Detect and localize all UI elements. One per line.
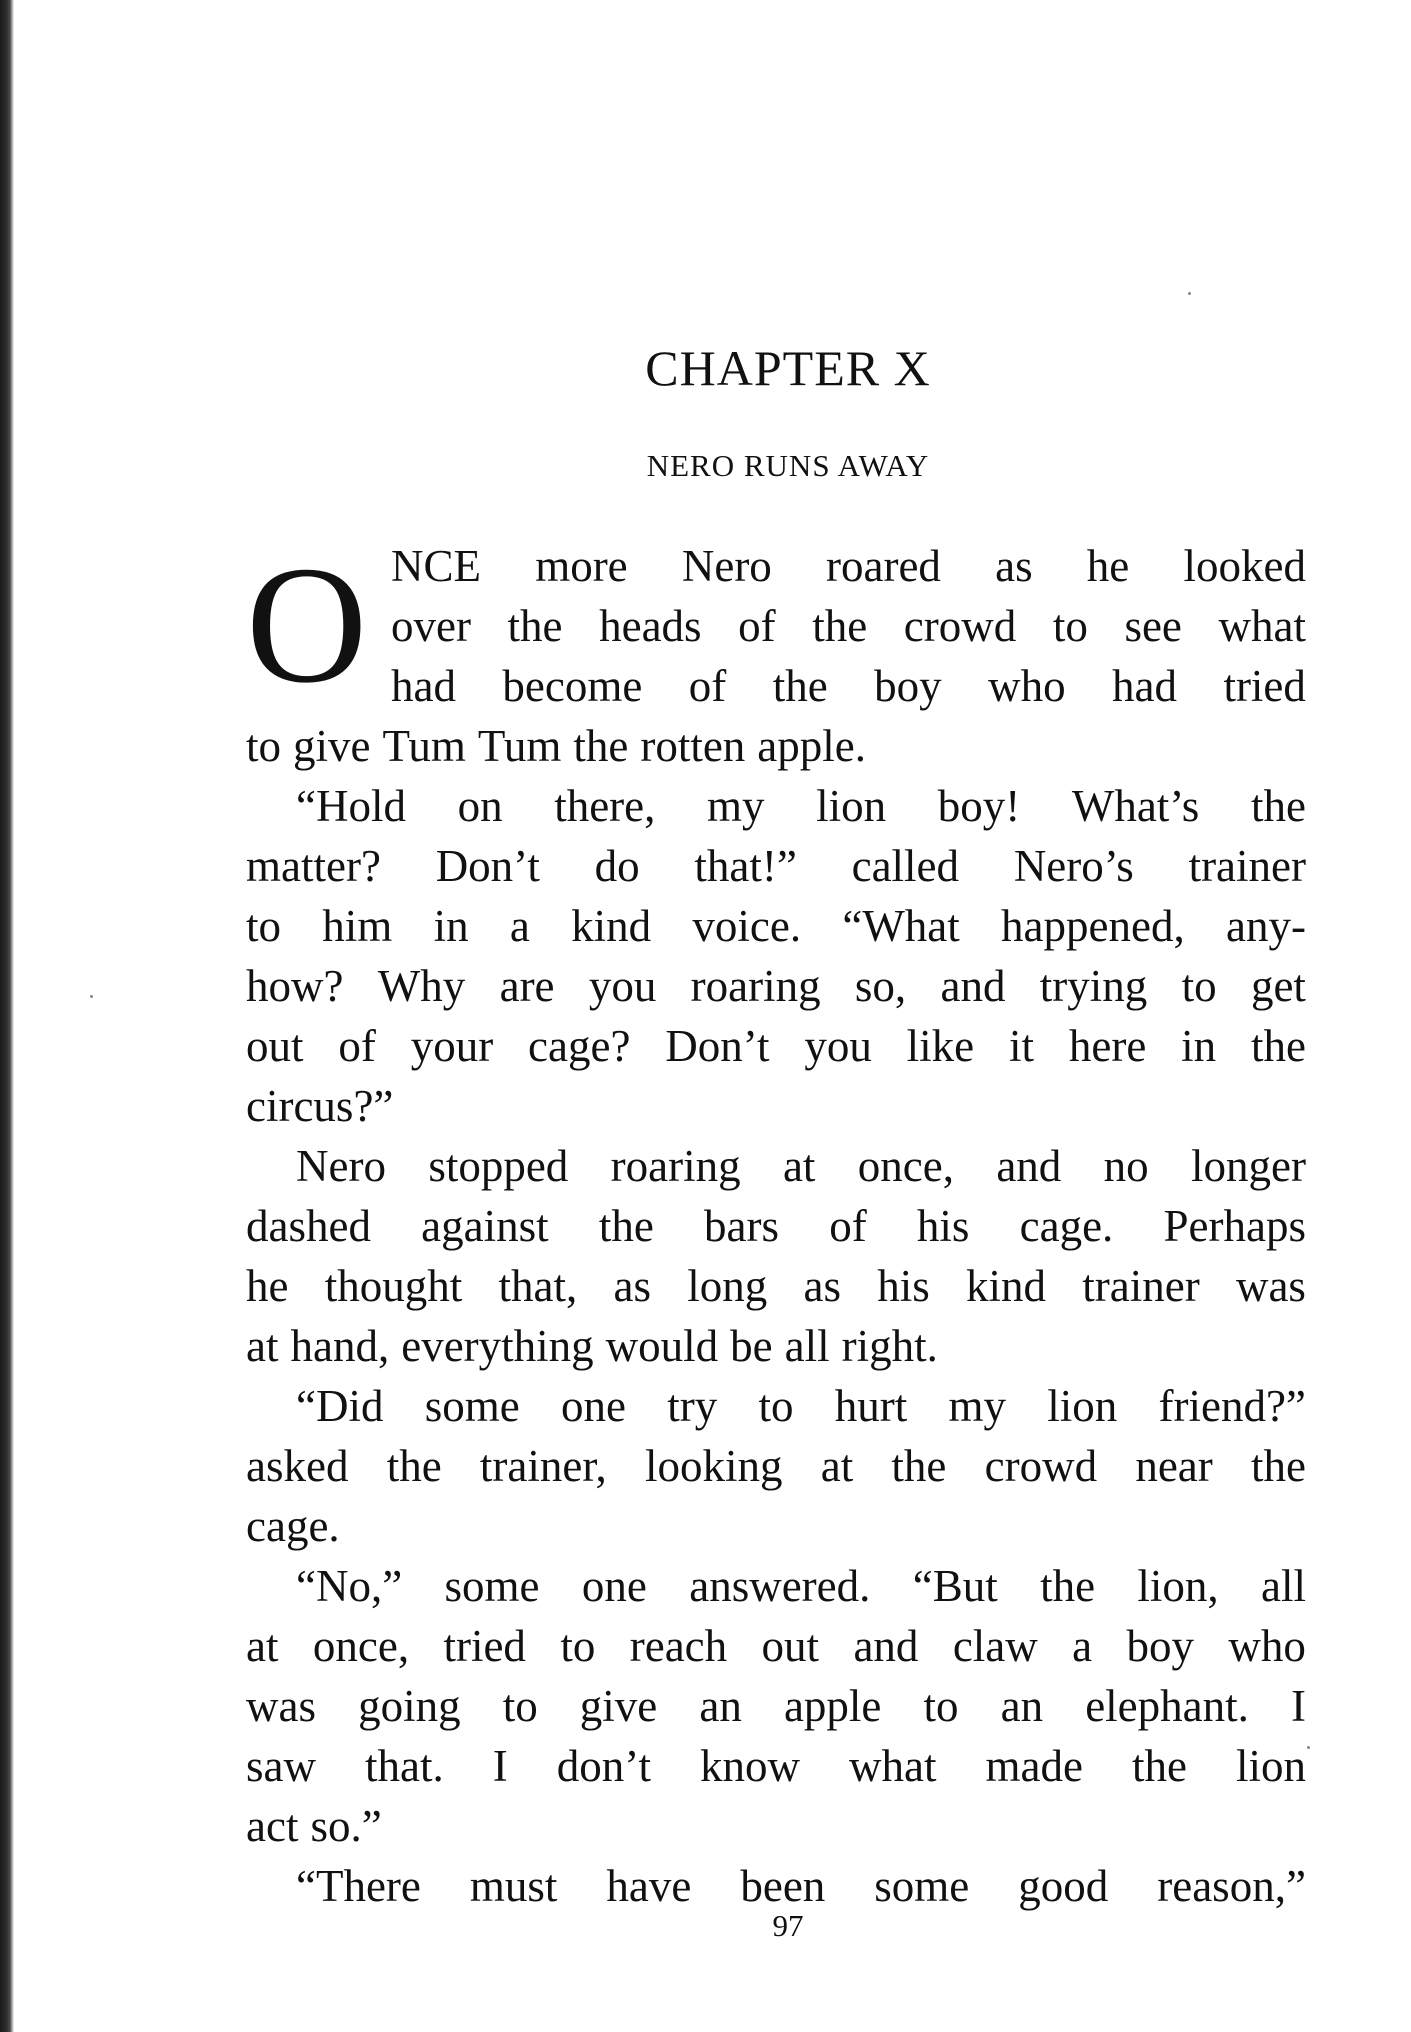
- word: reason,”: [1157, 1861, 1306, 1911]
- word: stopped: [428, 1141, 569, 1191]
- word: there,: [554, 781, 656, 831]
- word: how?: [246, 961, 344, 1011]
- word: lion,: [1137, 1561, 1219, 1611]
- word: Tum: [382, 721, 466, 771]
- text-line: [246, 656, 1306, 716]
- word: more: [535, 541, 628, 591]
- word: the: [1251, 1021, 1306, 1071]
- text-line: [246, 536, 1306, 596]
- text-line: [246, 716, 1306, 776]
- word: trainer: [1082, 1261, 1200, 1311]
- word: I: [1290, 1681, 1306, 1731]
- word: of: [738, 601, 776, 651]
- word: cage?: [528, 1021, 631, 1071]
- word: have: [606, 1861, 692, 1911]
- word: some: [874, 1861, 970, 1911]
- word: crowd: [903, 601, 1017, 651]
- word: roared: [826, 541, 941, 591]
- word: all: [784, 1321, 830, 1371]
- word: be: [730, 1321, 773, 1371]
- chapter-subtitle: NERO RUNS AWAY: [646, 448, 930, 483]
- word: the: [507, 601, 563, 651]
- word: the: [772, 661, 828, 711]
- word: one: [560, 1381, 626, 1431]
- text-line: [246, 1676, 1306, 1736]
- word: lion: [1047, 1381, 1118, 1431]
- word: looked: [1183, 541, 1306, 591]
- word: the: [573, 721, 629, 771]
- text-line: [246, 896, 1306, 956]
- word: hand,: [290, 1321, 390, 1371]
- word: of: [829, 1201, 867, 1251]
- word: “There: [296, 1861, 421, 1911]
- word: going: [358, 1681, 461, 1731]
- word: Nero: [681, 541, 772, 591]
- word: “What: [842, 901, 960, 951]
- text-line: [246, 1196, 1306, 1256]
- word: cage.: [1019, 1201, 1114, 1251]
- word: once,: [312, 1621, 410, 1671]
- word: right.: [841, 1321, 938, 1371]
- word: to: [246, 901, 282, 951]
- word: Tum: [477, 721, 562, 771]
- word: everything: [401, 1321, 594, 1371]
- word: friend?”: [1158, 1381, 1306, 1431]
- text-line: [246, 596, 1306, 656]
- word: at: [820, 1441, 854, 1491]
- word: voice.: [692, 901, 802, 951]
- word: to: [758, 1381, 794, 1431]
- word: all: [1261, 1561, 1306, 1611]
- word: “No,”: [296, 1561, 403, 1611]
- word: the: [1040, 1561, 1096, 1611]
- page-number: 97: [772, 1908, 804, 1943]
- word: I: [492, 1741, 508, 1791]
- word: tried: [443, 1621, 526, 1671]
- word: you: [588, 961, 657, 1011]
- word: to: [1052, 601, 1088, 651]
- word: thought: [324, 1261, 463, 1311]
- opening-paragraph-start: [246, 532, 1306, 718]
- paper-speck: [1307, 1746, 1310, 1749]
- word: at: [782, 1141, 816, 1191]
- word: to: [246, 721, 282, 771]
- word: don’t: [556, 1741, 651, 1791]
- word: trying: [1039, 961, 1148, 1011]
- word: the: [386, 1441, 442, 1491]
- word: what: [1218, 601, 1306, 651]
- word: a: [1072, 1621, 1093, 1671]
- word: give: [293, 721, 371, 771]
- word: what: [848, 1741, 937, 1791]
- word: your: [410, 1021, 494, 1071]
- word: hurt: [834, 1381, 908, 1431]
- word: some: [444, 1561, 540, 1611]
- text-line: [246, 1436, 1306, 1496]
- word: out: [246, 1021, 304, 1071]
- word: was: [1235, 1261, 1306, 1311]
- word: asked: [246, 1441, 349, 1491]
- word: longer: [1191, 1141, 1306, 1191]
- word: Nero: [296, 1141, 386, 1191]
- word: him: [322, 901, 393, 951]
- word: Don’t: [665, 1021, 770, 1071]
- word: a: [509, 901, 530, 951]
- word: Don’t: [435, 841, 540, 891]
- text-line: [246, 1316, 1306, 1376]
- word: the: [812, 601, 868, 651]
- word: boy: [874, 661, 942, 711]
- word: of: [688, 661, 727, 711]
- word: Nero’s: [1013, 841, 1134, 891]
- word: the: [1250, 781, 1306, 831]
- word: “But: [912, 1561, 998, 1611]
- paper-speck: [1188, 292, 1191, 295]
- word: claw: [952, 1621, 1038, 1671]
- page-binding-edge: [0, 0, 14, 2032]
- word: good: [1018, 1861, 1109, 1911]
- word: that,: [498, 1261, 578, 1311]
- word: get: [1250, 961, 1306, 1011]
- word: an: [1000, 1681, 1044, 1731]
- word: know: [699, 1741, 800, 1791]
- word: any-: [1225, 901, 1306, 951]
- word: he: [246, 1261, 289, 1311]
- word: like: [906, 1021, 975, 1071]
- text-line: [246, 1736, 1306, 1796]
- word: kind: [966, 1261, 1047, 1311]
- word: to: [502, 1681, 538, 1731]
- word: in: [1181, 1021, 1217, 1071]
- text-line: [246, 1016, 1306, 1076]
- word: rotten: [640, 721, 746, 771]
- word: some: [424, 1381, 520, 1431]
- word: boy!: [937, 781, 1021, 831]
- word: lion: [1235, 1741, 1306, 1791]
- word: heads: [599, 601, 702, 651]
- word: act: [246, 1801, 299, 1851]
- word: made: [985, 1741, 1083, 1791]
- word: see: [1124, 601, 1182, 651]
- word: NCE: [391, 541, 481, 591]
- word: roaring: [610, 1141, 741, 1191]
- word: kind: [571, 901, 652, 951]
- drop-cap-letter: O: [246, 532, 368, 718]
- word: been: [740, 1861, 826, 1911]
- word: elephant.: [1085, 1681, 1249, 1731]
- word: his: [916, 1201, 970, 1251]
- word: “Did: [296, 1381, 384, 1431]
- word: no: [1103, 1141, 1149, 1191]
- word: that.: [365, 1741, 444, 1791]
- word: here: [1068, 1021, 1147, 1071]
- word: and: [940, 961, 1006, 1011]
- word: the: [891, 1441, 947, 1491]
- text-line: [246, 1556, 1306, 1616]
- word: once,: [857, 1141, 954, 1191]
- word: on: [457, 781, 503, 831]
- word: matter?: [246, 841, 381, 891]
- word: as: [613, 1261, 651, 1311]
- word: cage.: [246, 1501, 340, 1551]
- word: become: [502, 661, 643, 711]
- word: give: [579, 1681, 658, 1731]
- word: trainer: [1188, 841, 1306, 891]
- word: are: [499, 961, 555, 1011]
- word: answered.: [689, 1561, 871, 1611]
- word: the: [1131, 1741, 1187, 1791]
- text-line: [246, 836, 1306, 896]
- word: he: [1086, 541, 1130, 591]
- word: of: [338, 1021, 376, 1071]
- text-line: [246, 1376, 1306, 1436]
- book-page: [246, 0, 1306, 2032]
- word: boy: [1126, 1621, 1195, 1671]
- word: lion: [816, 781, 887, 831]
- word: the: [598, 1201, 654, 1251]
- word: against: [421, 1201, 549, 1251]
- word: try: [667, 1381, 718, 1431]
- word: had: [391, 661, 456, 711]
- word: to: [1181, 961, 1217, 1011]
- word: to: [923, 1681, 959, 1731]
- word: apple: [783, 1681, 882, 1731]
- word: the: [1250, 1441, 1306, 1491]
- text-line: [246, 1256, 1306, 1316]
- word: his: [877, 1261, 930, 1311]
- body-text: [246, 532, 1306, 1916]
- word: so,: [854, 961, 907, 1011]
- word: Perhaps: [1163, 1201, 1306, 1251]
- word: apple.: [757, 721, 866, 771]
- word: saw: [246, 1741, 316, 1791]
- text-line: [246, 1076, 1306, 1136]
- chapter-title: CHAPTER X: [645, 340, 931, 396]
- word: you: [804, 1021, 872, 1071]
- word: in: [433, 901, 469, 951]
- word: an: [699, 1681, 742, 1731]
- paper-speck: [90, 995, 93, 998]
- text-line: [246, 1616, 1306, 1676]
- word: would: [605, 1321, 719, 1371]
- word: reach: [629, 1621, 728, 1671]
- word: crowd: [984, 1441, 1098, 1491]
- word: looking: [644, 1441, 783, 1491]
- word: had: [1112, 661, 1177, 711]
- word: bars: [704, 1201, 780, 1251]
- word: it: [1009, 1021, 1035, 1071]
- word: “Hold: [296, 781, 406, 831]
- word: to: [560, 1621, 596, 1671]
- word: Why: [377, 961, 466, 1011]
- word: roaring: [690, 961, 821, 1011]
- word: was: [246, 1681, 316, 1731]
- word: called: [851, 841, 960, 891]
- word: trainer,: [479, 1441, 607, 1491]
- text-line: [246, 1136, 1306, 1196]
- word: as: [995, 541, 1033, 591]
- word: my: [948, 1381, 1006, 1431]
- word: out: [761, 1621, 820, 1671]
- word: long: [687, 1261, 768, 1311]
- text-line: [246, 956, 1306, 1016]
- word: and: [853, 1621, 919, 1671]
- word: What’s: [1071, 781, 1200, 831]
- word: over: [391, 601, 471, 651]
- word: must: [469, 1861, 558, 1911]
- word: one: [581, 1561, 647, 1611]
- word: near: [1135, 1441, 1213, 1491]
- word: as: [803, 1261, 841, 1311]
- word: at: [246, 1321, 279, 1371]
- word: who: [988, 661, 1066, 711]
- word: dashed: [246, 1201, 371, 1251]
- word: my: [707, 781, 765, 831]
- word: that!”: [694, 841, 797, 891]
- word: do: [594, 841, 640, 891]
- word: and: [996, 1141, 1062, 1191]
- text-line: [246, 776, 1306, 836]
- word: at: [246, 1621, 279, 1671]
- word: happened,: [1001, 901, 1185, 951]
- text-line: [246, 1796, 1306, 1856]
- text-line: [246, 1496, 1306, 1556]
- word: who: [1228, 1621, 1306, 1671]
- word: tried: [1223, 661, 1306, 711]
- word: circus?”: [246, 1081, 394, 1131]
- word: so.”: [310, 1801, 382, 1851]
